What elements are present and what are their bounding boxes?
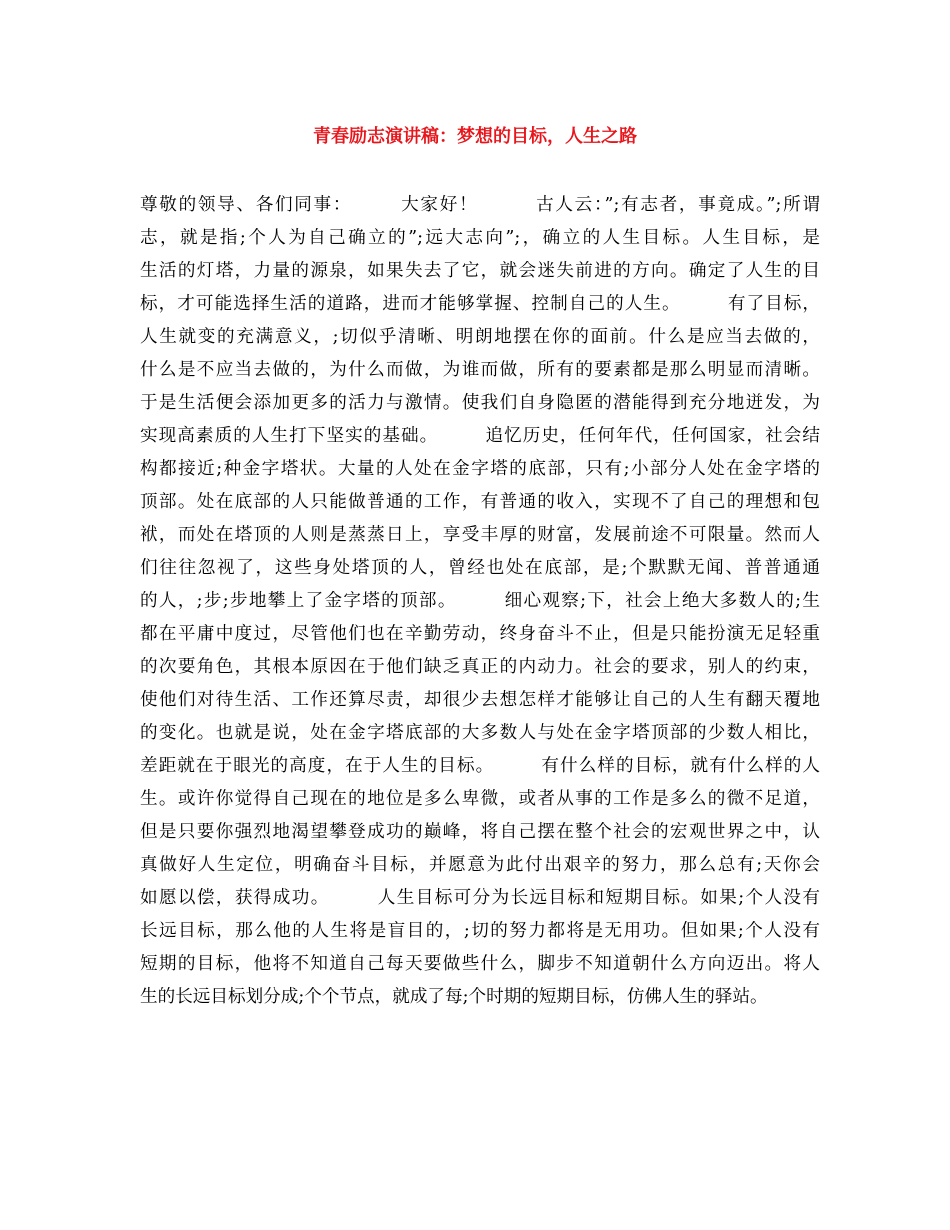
body-line: 标，才可能选择生活的道路，进而才能够掌握、控制自己的人生。 有了目标， bbox=[140, 294, 820, 314]
body-line: 顶部。处在底部的人只能做普通的工作，有普通的收入，实现不了自己的理想和包 bbox=[140, 492, 820, 512]
body-line: 但是只要你强烈地渴望攀登成功的巅峰，将自己摆在整个社会的宏观世界之中，认 bbox=[140, 822, 820, 842]
document-body bbox=[140, 189, 820, 1014]
document-title: 青春励志演讲稿：梦想的目标，人生之路 bbox=[313, 126, 637, 147]
body-line: 尊敬的领导、各们同事： 大家好！ 古人云：”;有志者，事竟成。”;所谓 bbox=[140, 195, 820, 215]
body-line: 真做好人生定位，明确奋斗目标，并愿意为此付出艰辛的努力，那么总有;天你会 bbox=[140, 855, 820, 875]
body-line: 袱，而处在塔顶的人则是蒸蒸日上，享受丰厚的财富，发展前途不可限量。然而人 bbox=[140, 525, 820, 545]
body-line: 都在平庸中度过，尽管他们也在辛勤劳动，终身奋斗不止，但是只能扮演无足轻重 bbox=[140, 624, 820, 644]
body-line: 什么是不应当去做的，为什么而做，为谁而做，所有的要素都是那么明显而清晰。 bbox=[140, 360, 820, 380]
body-line: 使他们对待生活、工作还算尽责，却很少去想怎样才能够让自己的人生有翻天覆地 bbox=[140, 690, 820, 710]
body-line: 们往往忽视了，这些身处塔顶的人，曾经也处在底部，是;个默默无闻、普普通通 bbox=[140, 558, 820, 578]
body-line: 构都接近;种金字塔状。大量的人处在金字塔的底部，只有;小部分人处在金字塔的 bbox=[140, 459, 820, 479]
body-line: 的次要角色，其根本原因在于他们缺乏真正的内动力。社会的要求，别人的约束， bbox=[140, 657, 820, 677]
body-line: 志，就是指;个人为自己确立的”;远大志向”;，确立的人生目标。人生目标，是 bbox=[140, 228, 820, 248]
body-line: 生。或许你觉得自己现在的地位是多么卑微，或者从事的工作是多么的微不足道， bbox=[140, 789, 820, 809]
body-line: 的人，;步;步地攀上了金字塔的顶部。 细心观察;下，社会上绝大多数人的;生 bbox=[140, 591, 820, 611]
body-line: 人生就变的充满意义，;切似乎清晰、明朗地摆在你的面前。什么是应当去做的， bbox=[140, 327, 820, 347]
body-line: 实现高素质的人生打下坚实的基础。 追忆历史，任何年代，任何国家，社会结 bbox=[140, 426, 820, 446]
body-line: 差距就在于眼光的高度，在于人生的目标。 有什么样的目标，就有什么样的人 bbox=[140, 756, 820, 776]
body-line: 长远目标，那么他的人生将是盲目的，;切的努力都将是无用功。但如果;个人没有 bbox=[140, 921, 820, 941]
body-line: 如愿以偿，获得成功。 人生目标可分为长远目标和短期目标。如果;个人没有 bbox=[140, 888, 820, 908]
body-line: 短期的目标，他将不知道自己每天要做些什么，脚步不知道朝什么方向迈出。将人 bbox=[140, 954, 820, 974]
body-line: 生的长远目标划分成;个个节点，就成了每;个时期的短期目标，仿佛人生的驿站。 bbox=[140, 987, 768, 1007]
body-line: 的变化。也就是说，处在金字塔底部的大多数人与处在金字塔顶部的少数人相比， bbox=[140, 723, 820, 743]
body-line: 生活的灯塔，力量的源泉，如果失去了它，就会迷失前进的方向。确定了人生的目 bbox=[140, 261, 820, 281]
body-line: 于是生活便会添加更多的活力与激情。使我们自身隐匿的潜能得到充分地迸发，为 bbox=[140, 393, 820, 413]
